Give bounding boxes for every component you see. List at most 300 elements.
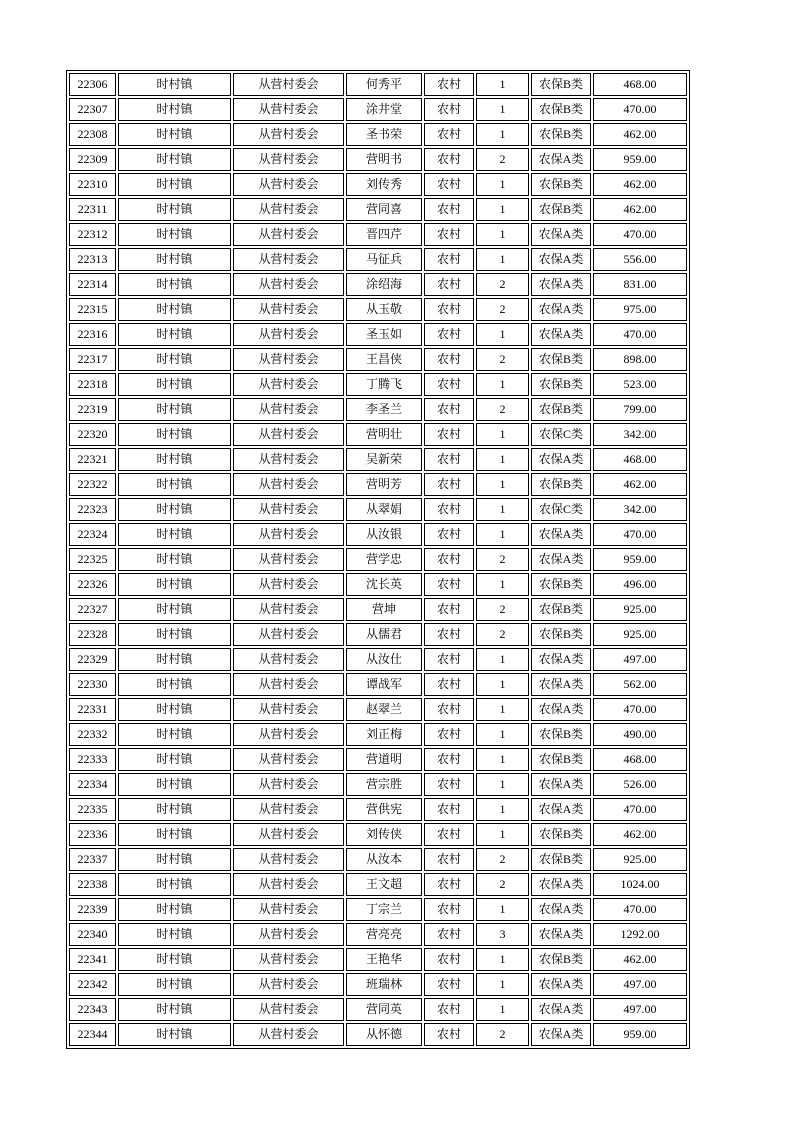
cell-town: 时村镇 — [118, 473, 231, 496]
cell-village: 从营村委会 — [233, 823, 344, 846]
cell-type: 农村 — [424, 123, 474, 146]
table-row — [69, 973, 687, 996]
cell-town: 时村镇 — [118, 148, 231, 171]
cell-amount: 470.00 — [593, 698, 687, 721]
cell-amount: 556.00 — [593, 248, 687, 271]
table-row — [69, 648, 687, 671]
cell-count: 2 — [476, 1023, 529, 1046]
cell-amount: 831.00 — [593, 273, 687, 296]
cell-type: 农村 — [424, 148, 474, 171]
cell-name: 营同英 — [346, 998, 422, 1021]
cell-amount: 470.00 — [593, 523, 687, 546]
cell-village: 从营村委会 — [233, 573, 344, 596]
cell-type: 农村 — [424, 673, 474, 696]
cell-category: 农保A类 — [531, 298, 591, 321]
table-row — [69, 998, 687, 1021]
cell-amount: 497.00 — [593, 998, 687, 1021]
insurance-roster-table — [66, 70, 690, 1049]
cell-id: 22338 — [69, 873, 116, 896]
cell-count: 2 — [476, 148, 529, 171]
cell-amount: 959.00 — [593, 148, 687, 171]
cell-town: 时村镇 — [118, 323, 231, 346]
cell-village: 从营村委会 — [233, 73, 344, 96]
cell-count: 1 — [476, 723, 529, 746]
cell-type: 农村 — [424, 548, 474, 571]
cell-count: 2 — [476, 273, 529, 296]
cell-count: 1 — [476, 98, 529, 121]
cell-id: 22331 — [69, 698, 116, 721]
cell-id: 22314 — [69, 273, 116, 296]
cell-type: 农村 — [424, 1023, 474, 1046]
cell-name: 从怀德 — [346, 1023, 422, 1046]
cell-count: 1 — [476, 898, 529, 921]
cell-town: 时村镇 — [118, 348, 231, 371]
cell-category: 农保A类 — [531, 323, 591, 346]
table-row — [69, 448, 687, 471]
cell-count: 1 — [476, 423, 529, 446]
cell-name: 马征兵 — [346, 248, 422, 271]
cell-village: 从营村委会 — [233, 373, 344, 396]
cell-village: 从营村委会 — [233, 448, 344, 471]
cell-name: 圣玉如 — [346, 323, 422, 346]
cell-category: 农保A类 — [531, 548, 591, 571]
cell-amount: 497.00 — [593, 648, 687, 671]
cell-name: 涂井堂 — [346, 98, 422, 121]
cell-town: 时村镇 — [118, 98, 231, 121]
cell-name: 王昌侠 — [346, 348, 422, 371]
cell-count: 1 — [476, 73, 529, 96]
table-body — [69, 73, 687, 1046]
cell-id: 22318 — [69, 373, 116, 396]
cell-category: 农保B类 — [531, 948, 591, 971]
cell-count: 2 — [476, 623, 529, 646]
table-row — [69, 673, 687, 696]
cell-amount: 468.00 — [593, 448, 687, 471]
cell-amount: 462.00 — [593, 948, 687, 971]
cell-type: 农村 — [424, 773, 474, 796]
cell-name: 刘传侠 — [346, 823, 422, 846]
cell-count: 1 — [476, 223, 529, 246]
cell-amount: 462.00 — [593, 173, 687, 196]
cell-town: 时村镇 — [118, 248, 231, 271]
cell-count: 2 — [476, 398, 529, 421]
cell-count: 2 — [476, 348, 529, 371]
cell-count: 1 — [476, 798, 529, 821]
cell-id: 22315 — [69, 298, 116, 321]
cell-town: 时村镇 — [118, 548, 231, 571]
table-row — [69, 223, 687, 246]
cell-type: 农村 — [424, 498, 474, 521]
cell-amount: 925.00 — [593, 623, 687, 646]
cell-village: 从营村委会 — [233, 923, 344, 946]
table-row — [69, 748, 687, 771]
cell-category: 农保A类 — [531, 223, 591, 246]
cell-type: 农村 — [424, 998, 474, 1021]
cell-count: 1 — [476, 698, 529, 721]
cell-village: 从营村委会 — [233, 523, 344, 546]
cell-category: 农保A类 — [531, 273, 591, 296]
cell-town: 时村镇 — [118, 448, 231, 471]
cell-id: 22313 — [69, 248, 116, 271]
cell-village: 从营村委会 — [233, 248, 344, 271]
cell-name: 丁宗兰 — [346, 898, 422, 921]
cell-id: 22325 — [69, 548, 116, 571]
cell-type: 农村 — [424, 873, 474, 896]
cell-amount: 523.00 — [593, 373, 687, 396]
cell-count: 2 — [476, 873, 529, 896]
cell-count: 1 — [476, 948, 529, 971]
cell-id: 22332 — [69, 723, 116, 746]
cell-type: 农村 — [424, 348, 474, 371]
cell-village: 从营村委会 — [233, 873, 344, 896]
cell-village: 从营村委会 — [233, 748, 344, 771]
cell-count: 1 — [476, 573, 529, 596]
cell-name: 班瑞林 — [346, 973, 422, 996]
cell-count: 1 — [476, 473, 529, 496]
cell-id: 22321 — [69, 448, 116, 471]
cell-category: 农保B类 — [531, 98, 591, 121]
cell-amount: 470.00 — [593, 223, 687, 246]
cell-amount: 898.00 — [593, 348, 687, 371]
cell-type: 农村 — [424, 898, 474, 921]
cell-count: 1 — [476, 823, 529, 846]
cell-name: 营道明 — [346, 748, 422, 771]
table-row — [69, 948, 687, 971]
cell-name: 营明书 — [346, 148, 422, 171]
cell-id: 22337 — [69, 848, 116, 871]
cell-id: 22333 — [69, 748, 116, 771]
cell-name: 沈长英 — [346, 573, 422, 596]
table-row — [69, 198, 687, 221]
cell-town: 时村镇 — [118, 673, 231, 696]
table-row — [69, 423, 687, 446]
cell-type: 农村 — [424, 523, 474, 546]
cell-village: 从营村委会 — [233, 223, 344, 246]
table-row — [69, 548, 687, 571]
cell-count: 1 — [476, 448, 529, 471]
table-row — [69, 923, 687, 946]
cell-count: 1 — [476, 648, 529, 671]
cell-category: 农保A类 — [531, 798, 591, 821]
cell-count: 1 — [476, 523, 529, 546]
cell-town: 时村镇 — [118, 298, 231, 321]
cell-category: 农保B类 — [531, 848, 591, 871]
cell-type: 农村 — [424, 198, 474, 221]
cell-amount: 342.00 — [593, 498, 687, 521]
cell-amount: 497.00 — [593, 973, 687, 996]
cell-category: 农保B类 — [531, 723, 591, 746]
cell-amount: 975.00 — [593, 298, 687, 321]
cell-village: 从营村委会 — [233, 173, 344, 196]
cell-id: 22335 — [69, 798, 116, 821]
cell-type: 农村 — [424, 848, 474, 871]
table-row — [69, 348, 687, 371]
cell-type: 农村 — [424, 173, 474, 196]
cell-town: 时村镇 — [118, 498, 231, 521]
cell-village: 从营村委会 — [233, 948, 344, 971]
cell-amount: 925.00 — [593, 598, 687, 621]
cell-name: 刘传秀 — [346, 173, 422, 196]
cell-id: 22323 — [69, 498, 116, 521]
cell-id: 22343 — [69, 998, 116, 1021]
cell-town: 时村镇 — [118, 273, 231, 296]
cell-town: 时村镇 — [118, 223, 231, 246]
cell-type: 农村 — [424, 598, 474, 621]
table-row — [69, 248, 687, 271]
cell-name: 圣书荣 — [346, 123, 422, 146]
table-row — [69, 148, 687, 171]
cell-type: 农村 — [424, 698, 474, 721]
cell-amount: 470.00 — [593, 798, 687, 821]
cell-count: 1 — [476, 373, 529, 396]
cell-village: 从营村委会 — [233, 348, 344, 371]
table-row — [69, 523, 687, 546]
cell-village: 从营村委会 — [233, 473, 344, 496]
cell-type: 农村 — [424, 298, 474, 321]
cell-amount: 959.00 — [593, 1023, 687, 1046]
cell-village: 从营村委会 — [233, 398, 344, 421]
cell-amount: 490.00 — [593, 723, 687, 746]
cell-id: 22320 — [69, 423, 116, 446]
cell-id: 22317 — [69, 348, 116, 371]
cell-name: 涂绍海 — [346, 273, 422, 296]
cell-name: 营学忠 — [346, 548, 422, 571]
cell-name: 王艳华 — [346, 948, 422, 971]
cell-category: 农保A类 — [531, 673, 591, 696]
cell-id: 22328 — [69, 623, 116, 646]
cell-amount: 468.00 — [593, 748, 687, 771]
cell-count: 2 — [476, 548, 529, 571]
cell-id: 22330 — [69, 673, 116, 696]
cell-town: 时村镇 — [118, 923, 231, 946]
cell-id: 22342 — [69, 973, 116, 996]
table-row — [69, 73, 687, 96]
table-row — [69, 173, 687, 196]
cell-category: 农保A类 — [531, 998, 591, 1021]
cell-town: 时村镇 — [118, 723, 231, 746]
cell-town: 时村镇 — [118, 1023, 231, 1046]
cell-count: 3 — [476, 923, 529, 946]
table-row — [69, 773, 687, 796]
cell-type: 农村 — [424, 798, 474, 821]
cell-category: 农保C类 — [531, 498, 591, 521]
cell-type: 农村 — [424, 223, 474, 246]
cell-type: 农村 — [424, 948, 474, 971]
cell-amount: 925.00 — [593, 848, 687, 871]
cell-name: 晋四芹 — [346, 223, 422, 246]
cell-amount: 562.00 — [593, 673, 687, 696]
cell-count: 2 — [476, 848, 529, 871]
cell-category: 农保A类 — [531, 698, 591, 721]
cell-village: 从营村委会 — [233, 123, 344, 146]
cell-type: 农村 — [424, 648, 474, 671]
cell-id: 22307 — [69, 98, 116, 121]
cell-village: 从营村委会 — [233, 198, 344, 221]
cell-type: 农村 — [424, 748, 474, 771]
cell-type: 农村 — [424, 723, 474, 746]
cell-category: 农保A类 — [531, 248, 591, 271]
cell-id: 22344 — [69, 1023, 116, 1046]
cell-amount: 799.00 — [593, 398, 687, 421]
table-row — [69, 723, 687, 746]
cell-village: 从营村委会 — [233, 673, 344, 696]
cell-id: 22340 — [69, 923, 116, 946]
cell-town: 时村镇 — [118, 623, 231, 646]
cell-type: 农村 — [424, 273, 474, 296]
table-row — [69, 873, 687, 896]
cell-id: 22309 — [69, 148, 116, 171]
cell-count: 1 — [476, 123, 529, 146]
cell-amount: 470.00 — [593, 323, 687, 346]
table-row — [69, 623, 687, 646]
cell-village: 从营村委会 — [233, 623, 344, 646]
cell-village: 从营村委会 — [233, 698, 344, 721]
cell-town: 时村镇 — [118, 773, 231, 796]
cell-amount: 1024.00 — [593, 873, 687, 896]
cell-id: 22324 — [69, 523, 116, 546]
cell-amount: 470.00 — [593, 898, 687, 921]
cell-type: 农村 — [424, 98, 474, 121]
cell-name: 营供宪 — [346, 798, 422, 821]
cell-type: 农村 — [424, 623, 474, 646]
cell-id: 22322 — [69, 473, 116, 496]
table-row — [69, 598, 687, 621]
cell-category: 农保B类 — [531, 373, 591, 396]
cell-category: 农保A类 — [531, 923, 591, 946]
cell-type: 农村 — [424, 323, 474, 346]
cell-town: 时村镇 — [118, 748, 231, 771]
cell-category: 农保B类 — [531, 748, 591, 771]
cell-category: 农保B类 — [531, 123, 591, 146]
cell-village: 从营村委会 — [233, 773, 344, 796]
cell-category: 农保B类 — [531, 73, 591, 96]
cell-town: 时村镇 — [118, 373, 231, 396]
cell-name: 谭战军 — [346, 673, 422, 696]
cell-town: 时村镇 — [118, 848, 231, 871]
cell-town: 时村镇 — [118, 523, 231, 546]
table-row — [69, 123, 687, 146]
cell-id: 22310 — [69, 173, 116, 196]
cell-category: 农保A类 — [531, 973, 591, 996]
cell-type: 农村 — [424, 423, 474, 446]
cell-amount: 462.00 — [593, 198, 687, 221]
cell-count: 1 — [476, 973, 529, 996]
cell-town: 时村镇 — [118, 823, 231, 846]
cell-name: 从汝本 — [346, 848, 422, 871]
cell-type: 农村 — [424, 823, 474, 846]
cell-id: 22334 — [69, 773, 116, 796]
cell-id: 22336 — [69, 823, 116, 846]
cell-town: 时村镇 — [118, 973, 231, 996]
cell-id: 22326 — [69, 573, 116, 596]
cell-town: 时村镇 — [118, 598, 231, 621]
cell-type: 农村 — [424, 923, 474, 946]
cell-category: 农保B类 — [531, 348, 591, 371]
cell-type: 农村 — [424, 373, 474, 396]
cell-name: 营宗胜 — [346, 773, 422, 796]
cell-type: 农村 — [424, 448, 474, 471]
cell-village: 从营村委会 — [233, 898, 344, 921]
cell-village: 从营村委会 — [233, 973, 344, 996]
cell-name: 营坤 — [346, 598, 422, 621]
cell-name: 刘正梅 — [346, 723, 422, 746]
cell-category: 农保B类 — [531, 198, 591, 221]
cell-amount: 959.00 — [593, 548, 687, 571]
cell-category: 农保B类 — [531, 398, 591, 421]
cell-town: 时村镇 — [118, 798, 231, 821]
cell-category: 农保B类 — [531, 473, 591, 496]
cell-village: 从营村委会 — [233, 798, 344, 821]
cell-category: 农保A类 — [531, 648, 591, 671]
cell-type: 农村 — [424, 973, 474, 996]
cell-category: 农保B类 — [531, 573, 591, 596]
cell-id: 22312 — [69, 223, 116, 246]
cell-village: 从营村委会 — [233, 298, 344, 321]
cell-amount: 342.00 — [593, 423, 687, 446]
cell-village: 从营村委会 — [233, 548, 344, 571]
cell-village: 从营村委会 — [233, 998, 344, 1021]
cell-town: 时村镇 — [118, 573, 231, 596]
cell-village: 从营村委会 — [233, 848, 344, 871]
cell-village: 从营村委会 — [233, 423, 344, 446]
cell-village: 从营村委会 — [233, 273, 344, 296]
cell-town: 时村镇 — [118, 648, 231, 671]
cell-category: 农保B类 — [531, 623, 591, 646]
cell-town: 时村镇 — [118, 423, 231, 446]
cell-id: 22308 — [69, 123, 116, 146]
cell-name: 营同喜 — [346, 198, 422, 221]
cell-count: 1 — [476, 323, 529, 346]
cell-amount: 470.00 — [593, 98, 687, 121]
cell-village: 从营村委会 — [233, 648, 344, 671]
table-row — [69, 573, 687, 596]
cell-name: 吴新荣 — [346, 448, 422, 471]
cell-name: 从汝银 — [346, 523, 422, 546]
table-row — [69, 298, 687, 321]
cell-amount: 1292.00 — [593, 923, 687, 946]
cell-id: 22329 — [69, 648, 116, 671]
cell-id: 22316 — [69, 323, 116, 346]
cell-count: 1 — [476, 773, 529, 796]
table-row — [69, 798, 687, 821]
cell-town: 时村镇 — [118, 948, 231, 971]
cell-id: 22306 — [69, 73, 116, 96]
cell-type: 农村 — [424, 248, 474, 271]
cell-count: 2 — [476, 598, 529, 621]
table-row — [69, 98, 687, 121]
cell-village: 从营村委会 — [233, 723, 344, 746]
cell-town: 时村镇 — [118, 173, 231, 196]
cell-category: 农保A类 — [531, 898, 591, 921]
cell-count: 2 — [476, 298, 529, 321]
cell-town: 时村镇 — [118, 698, 231, 721]
table-row — [69, 398, 687, 421]
cell-village: 从营村委会 — [233, 1023, 344, 1046]
cell-id: 22311 — [69, 198, 116, 221]
cell-category: 农保B类 — [531, 823, 591, 846]
cell-name: 营亮亮 — [346, 923, 422, 946]
cell-count: 1 — [476, 248, 529, 271]
cell-village: 从营村委会 — [233, 598, 344, 621]
cell-category: 农保A类 — [531, 773, 591, 796]
cell-count: 1 — [476, 173, 529, 196]
table-row — [69, 473, 687, 496]
cell-name: 营明芳 — [346, 473, 422, 496]
table-row — [69, 1023, 687, 1046]
cell-village: 从营村委会 — [233, 498, 344, 521]
cell-amount: 496.00 — [593, 573, 687, 596]
cell-name: 营明壮 — [346, 423, 422, 446]
